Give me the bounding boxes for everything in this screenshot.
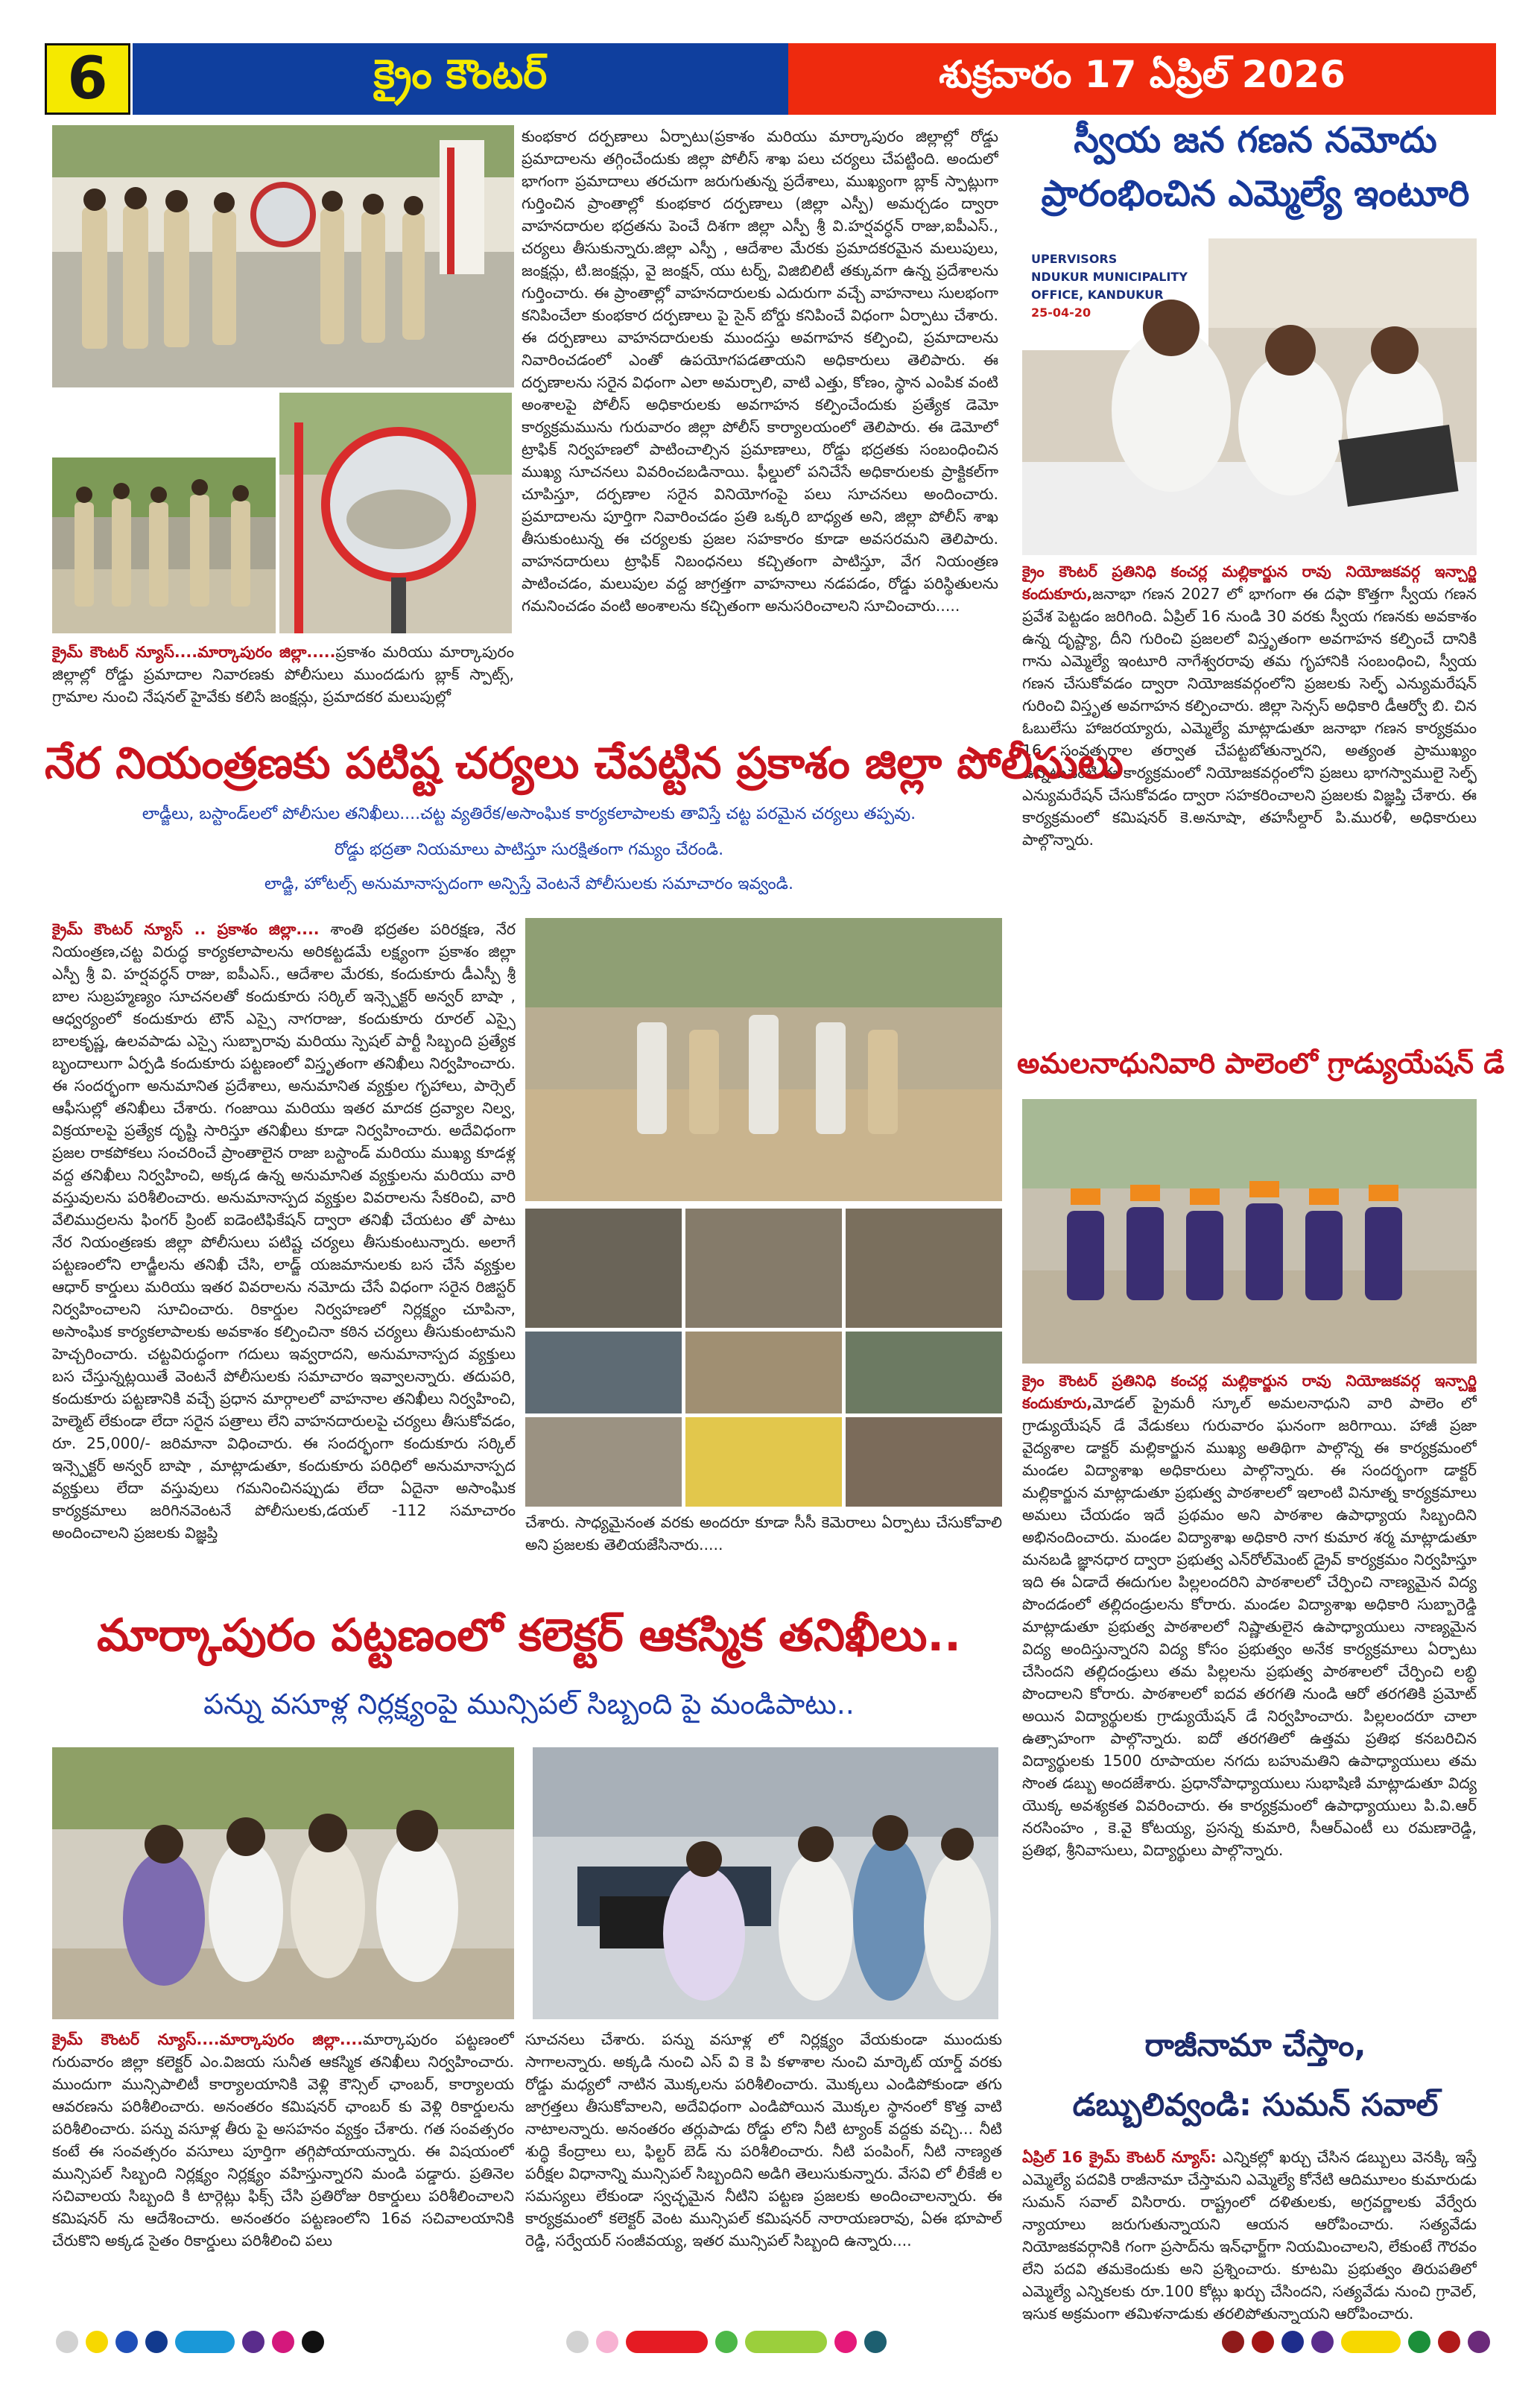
footer-color-marker: [1311, 2331, 1334, 2353]
footer-color-marker: [1222, 2331, 1244, 2353]
convex-mirror-photo: [279, 393, 512, 633]
graduation-text: మోడల్ ప్రైమరీ స్కూల్ అమలనాధుని వారి పాలెం లో గ్రాడ్యుయేషన్ డే వేడుకలు గురువారం ఘనంగా జరిగాయి. హాజీ ప్రజా వైద్యశాల డాక్టర్ మల్లికార్జున ముఖ్య అతిథిగా పాల్గొన్న ఈ కార్యక్రమంలో మండల విద్యాశాఖ అధికారులు పాల్గొన్నారు. ఈ సందర్భంగా డాక్టర్ మల్లికార్జున మాట్లాడుతూ ప్రభుత్వ పాఠశాలలో ఇలాంటి వినూత్న కార్యక్రమాలు అమలు చేయడం ఇదే ప్రథమం అని పాఠశాల ఉపాధ్యాయ సిబ్బందిని అభినందించారు. మండల విద్యాశాఖ అధికారి నాగ కుమార శర్మ మాట్లాడుతూ మనబడి జ్ఞానధార ద్వారా ప్రభుత్వ ఎన్‌రోల్‌మెంట్ డ్రైవ్ కార్యక్రమం నిర్వహిస్తూ ఇది ఈ ఏడాదే ఈదుగుల పిల్లలందరిని పాఠశాలలో చేర్పించి నాణ్యమైన విద్య పొందడంలో తల్లిదండ్రులను కోరారు. మండల విద్యాశాఖ అధికారి సుబ్బారెడ్డి మాట్లాడుతూ ప్రభుత్వ పాఠశాలలో నిష్ణాతులైన ఉపాధ్యాయులు నాణ్యమైన విద్య అందిస్తున్నారని విద్య కోసం ప్రభుత్వం అనేక కార్యక్రమాలు ఏర్పాటు చేసిందని తల్లిదండ్రులు తమ పిల్లలను ప్రభుత్వ పాఠశాలలో చేర్పించి లబ్ధి పొందాలని కోరారు. పాఠశాలలో ఐదవ తరగతి నుండి ఆరో తరగతికి ప్రమోట్ అయిన విద్యార్థులకు గ్రాడ్యుయేషన్ డే నిర్వహించారు. పిల్లలందరూ చాలా ఉత్సాహంగా పాల్గొన్నారు. ఐదో తరగతిలో ఉత్తమ ప్రతిభ కనబరిచిన విద్యార్థులకు 1500 రూపాయల నగదు బహుమతిని ఉపాధ్యాయులు తమ సొంత డబ్బు అందజేశారు. ప్రధానోపాధ్యాయులు సుభాషిణి మాట్లాడుతూ విద్య యొక్క అవశ్యకత వివరించారు. ఈ కార్యక్రమంలో ఉపాధ్యాయులు పి.వి.ఆర్ నరసింహం , కె.వై కోటయ్య, ప్రసన్న కుమారి, సీఆర్ఎంటీ లు రమణారెడ్డి, ప్రతిభ, శ్రీనివాసులు, విద్యార్థులు పాల్గొన్నారు.: [1022, 1394, 1477, 1859]
mirror-demo-photo-left: [52, 458, 276, 633]
census-mla-photo: [1022, 238, 1477, 555]
census-lead: క్రైం కౌంటర్ ప్రతినిధి కంచర్ల మల్లికార్జున రావు నియోజకవర్గ ఇన్చార్జి కందుకూరు,: [1022, 563, 1477, 603]
collector-text-left: మార్కాపురం పట్టణంలో గురువారం జిల్లా కలెక్టర్ ఎం.విజయ సునీత ఆకస్మిక తనిఖీలు నిర్వహించారు. ముందుగా మున్సిపాలిటీ కార్యాలయానికి వెళ్లి కౌన్సిల్ ఛాంబర్, కార్యాలయ ఆవరణను పరిశీలించారు. అనంతరం కమిషనర్ ఛాంబర్ కు వెళ్లి రికార్డులను పరిశీలించారు. పన్ను వసూళ్ల తీరు పై అసహనం వ్యక్తం చేశారు. గత సంవత్సరం కంటే ఈ సంవత్సరం వసూలు పూర్తిగా తగ్గిపోయాయన్నారు. ఈ విషయంలో మున్సిపల్ సిబ్బంది నిర్లక్ష్యం నిర్లక్ష్యం వహిస్తున్నారని మండి పడ్డారు. ప్రతినెల సచివాలయ సిబ్బంది కి టార్గెట్లు ఫిక్స్ చేసి ప్రతిరోజు రికార్డులు పరిశీలించాలని కమిషనర్ ను ఆదేశించారు. అనంతరం పట్టణంలోని 16వ సచివాలయానికి చేరుకొని అక్కడ సైతం రికార్డులు పరిశీలించి పలు: [52, 2030, 514, 2250]
graduation-headline: అమలనాధునివారి పాలెంలో గ్రాడ్యుయేషన్ డే: [1017, 1047, 1505, 1080]
footer-color-bar-left: [56, 2331, 324, 2355]
census-text: జనాభా గణన 2027 లో భాగంగా ఈ దఫా కొత్తగా స్వీయ గణన ప్రవేశ పెట్టడం జరిగింది. ఏప్రిల్ 16 నుండి 30 వరకు స్వీయ గణనకు అవకాశం ఉన్న దృష్ట్యా, దీని గురించి ప్రజలలో విస్తృతంగా అవగాహన కల్పించే దానికి గాను ఎమ్మెల్యే ఇంటూరి నాగేశ్వరరావు తమ గృహానికి సంబంధించి, స్వీయ గణన చేసుకోవడం ద్వారా నియోజకవర్గంలోని ప్రజలకు సెల్ఫ్ ఎన్యుమరేషన్ గురించి విస్తృత అవగాహన కల్పించారు. జిల్లా సెన్సస్ అధికారి డీఆర్వో బి. చిన ఓబులేసు హాజరయ్యారు, ఎమ్మెల్యే మాట్లాడుతూ జనాభా గణన కార్యక్రమం 16 సంవత్సరాల తర్వాత చేపట్టబోతున్నారని, అత్యంత ప్రాముఖ్యం ఉన్నటువంటి ఈ కార్యక్రమంలో నియోజకవర్గంలోని ప్రజలు భాగస్వాములై సెల్ఫ్ ఎన్యుమరేషన్ చేసుకోవడం ద్వారా సహకరించాలని ప్రజలకు విజ్ఞప్తి చేశారు. ఈ కార్యక్రమంలో కమిషనర్ కె.అనూషా, తహసీల్దార్ పి.మురళీ, అధికారులు పాల్గొన్నారు.: [1022, 585, 1477, 849]
census-headline-2: ప్రారంభించిన ఎమ్మెల్యే ఇంటూరి: [1041, 173, 1470, 215]
footer-color-marker: [242, 2331, 264, 2353]
photo-sign-line: OFFICE, KANDUKUR: [1031, 288, 1164, 302]
photo-sign-line: 25-04-20: [1031, 305, 1091, 320]
issue-date: శుక్రవారం 17 ఏప్రిల్ 2026: [788, 43, 1496, 115]
footer-color-marker: [1438, 2331, 1460, 2353]
collector-body-right: సూచనలు చేశారు. పన్ను వసూళ్ల లో నిర్లక్ష్యం వేయకుండా ముందుకు సాగాలన్నారు. అక్కడి నుంచి ఎస్ వి కె పి కళాశాల నుంచి మార్కెట్ యార్డ్ వరకు రోడ్డు మధ్యలో నాటిన మొక్కలను పరిశీలించారు. మొక్కలు ఎండిపోకుండా తగు జాగ్రత్తలు తీసుకోవాలని, అదేవిధంగా ఎండిపోయిన మొక్కల స్థానంలో కొత్త వాటి నాటాలన్నారు. అనంతరం తర్లుపాడు రోడ్డు లోని నీటి ట్యాంక్ వద్దకు వచ్చి... నీటి శుద్ధి కేంద్రాలు లు, ఫిల్టర్ బెడ్ ను పరిశీలించారు. నీటి పంపింగ్, నీటి నాణ్యత పరీక్షల విధానాన్ని మున్సిపల్ సిబ్బందిని అడిగి తెలుసుకున్నారు. వేసవి లో లీకేజీ ల సమస్యలు లేకుండా స్వచ్ఛమైన నీటిని పట్టణ ప్రజలకు అందించాలన్నారు. ఈ కార్యక్రమంలో కలెక్టర్ వెంట మున్సిపల్ కమిషనర్ నారాయణరావు, ఏఈ భూపాల్ రెడ్డి, సర్వేయర్ సంజీవయ్య, ఇతర మున్సిపల్ సిబ్బంది ఉన్నారు....: [525, 2030, 1002, 2250]
story1-body-top: కుంభకార దర్పణాలు ఏర్పాటు(ప్రకాశం మరియు మార్కాపురం జిల్లాల్లో రోడ్డు ప్రమాదాలను తగ్గించేందుకు జిల్లా పోలీస్ శాఖ పలు చర్యలు చేపట్టింది. అందులో భాగంగా ప్రమాదాలు తరచుగా జరుగుతున్న ప్రదేశాలు, ముఖ్యంగా బ్లాక్ స్పాట్లుగా గుర్తించిన ప్రాంతాల్లో కుంభకార దర్పణాలు (జిల్లా ఎస్పీ) అమర్చడం ద్వారా వాహనదారుల భద్రతను పెంచే దిశగా జిల్లా ఎస్పీ శ్రీ వి.హర్షవర్ధన్ రాజు,ఐపీఎస్., చర్యలు తీసుకున్నారు.జిల్లా ఎస్పీ , ఆదేశాల మేరకు ప్రమాదకరమైన మలుపులు, జంక్షన్లు, టి.జంక్షన్లు, వై జంక్షన్, యు టర్న్, విజిబిలిటీ తక్కువగా ఉన్న ప్రదేశాలను గుర్తించారు. ఈ ప్రాంతాల్లో వాహనదారులకు ఎదురుగా వచ్చే వాహనాలు సులభంగా కనిపించేలా కుంభకార దర్పణాలు పై సైన్ బోర్డు కనిపించే విధంగా ఏర్పాటు చేశారు. ఈ దర్పణాలు వాహనదారులకు ముందస్తు అవగాహన కల్పించి, ప్రమాదాలను నివారించడంలో ఎంతో ఉపయోగపడతాయని అధికారులు తెలిపారు. ఈ దర్పణాలను సరైన విధంగా ఎలా అమర్చాలి, వాటి ఎత్తు, కోణం, స్థాన ఎంపిక వంటి అంశాలపై పోలీస్ అధికారులకు అవగాహన కల్పించేందుకు ప్రత్యేక డెమో కార్యక్రమమును గురువారం జిల్లా పోలీస్ కార్యాలయంలో తెలిపారు. ఈ డెమోలో ట్రాఫిక్ నిర్వహణలో పాటించాల్సిన ప్రమాణాలు, రోడ్డు భద్రతకు సంబంధించిన ముఖ్య సూచనలు వివరించబడినాయి. ఫీల్డులో పనిచేసే అధికారులకు ప్రాక్టికల్‌గా చూపిస్తూ, దర్పణాల సరైన వినియోగంపై పలు సూచనలు అందించారు. ప్రమాదాలను పూర్తిగా నివారించడం ప్రతి ఒక్కరి బాధ్యత అని, జిల్లా పోలీస్ శాఖ తీసుకుంటున్న ఈ చర్యలకు ప్రజల సహకారం కూడా అవసరమని తెలిపారు. వాహనదారులు ట్రాఫిక్ నిబంధనలు కచ్చితంగా పాటిస్తూ, వేగ నియంత్రణ పాటించడం, మలుపుల వద్ద జాగ్రత్తగా వాహనాలు నడపడం, రోడ్డు పరిస్థితులను గమనించడం వంటి అంశాలను కచ్చితంగా అనుసరించాలని సూచించారు.....: [522, 127, 998, 615]
footer-color-marker: [864, 2331, 887, 2353]
footer-color-marker: [596, 2331, 618, 2353]
footer-color-marker: [834, 2331, 857, 2353]
graduation-body: [1022, 1370, 1477, 2019]
footer-color-marker: [56, 2331, 78, 2353]
footer-color-marker: [715, 2331, 738, 2353]
census-body: [1022, 560, 1477, 1031]
suman-lead: ఏప్రిల్ 16 క్రైమ్ కౌంటర్ న్యూస్:: [1022, 2148, 1217, 2166]
collector-lead: క్రైమ్ కౌంటర్ న్యూస్....మార్కాపురం జిల్లా....: [52, 2030, 363, 2048]
footer-color-marker: [86, 2331, 108, 2353]
footer-color-marker: [302, 2331, 324, 2353]
footer-color-bar-right: [1222, 2331, 1498, 2355]
collector-headline: మార్కాపురం పట్టణంలో కలెక్టర్ ఆకస్మిక తనిఖీలు..: [97, 1609, 961, 1662]
footer-color-marker: [626, 2331, 708, 2353]
footer-color-marker: [566, 2331, 589, 2353]
graduation-lead: క్రైం కౌంటర్ ప్రతినిధి కంచర్ల మల్లికార్జున రావు నియోజకవర్గ ఇన్చార్జి కందుకూరు,: [1022, 1372, 1477, 1412]
suman-headline-1: రాజీనామా చేస్తాం,: [1144, 2027, 1366, 2063]
footer-color-marker: [145, 2331, 168, 2353]
footer-color-marker: [175, 2331, 235, 2353]
footer-color-marker: [1341, 2331, 1401, 2353]
suman-body: [1022, 2146, 1477, 2403]
crime-control-headline: నేర నియంత్రణకు పటిష్ట చర్యలు చేపట్టిన ప్రకాశం జిల్లా పోలీసులు: [45, 738, 1124, 788]
crime-control-body: [52, 918, 516, 1603]
story1-body-bottom: [52, 641, 514, 708]
collector-photo-right: [533, 1747, 998, 2019]
photo-sign-line: UPERVISORS: [1031, 252, 1118, 266]
census-headline-1: స్వీయ జన గణన నమోదు: [1074, 119, 1437, 161]
police-parade-photo: [52, 125, 514, 387]
collector-subhead: పన్ను వసూళ్ల నిర్లక్ష్యంపై మున్సిపల్ సిబ్బంది పై మండిపాటు..: [203, 1688, 855, 1720]
crime-control-lead: క్రైమ్ కౌంటర్ న్యూస్ .. ప్రకాశం జిల్లా....: [52, 920, 320, 938]
suman-headline-2: డబ్బులివ్వండి: సుమన్ సవాల్: [1072, 2086, 1439, 2123]
story1-text: ప్రకాశం మరియు మార్కాపురం జిల్లాల్లో రోడ్డు ప్రమాదాల నివారణకు పోలీసులు ముందడుగు బ్లాక్ స్పాట్స్, గ్రామాల నుంచి నేషనల్ హైవేకు కలిసే జంక్షన్లు, ప్రమాదకర మలుపుల్లో: [52, 643, 514, 706]
footer-color-marker: [1281, 2331, 1304, 2353]
crime-control-text: శాంతి భద్రతల పరిరక్షణ, నేర నియంత్రణ,చట్ట విరుద్ధ కార్యకలాపాలను అరికట్టడమే లక్ష్యంగా ప్రకాశం జిల్లా ఎస్పీ శ్రీ వి. హర్షవర్ధన్ రాజు, ఐపీఎస్., ఆదేశాల మేరకు, కందుకూరు డీఎస్పీ శ్రీ బాల సుబ్రహ్మణ్యం సూచనలతో కందుకూరు సర్కిల్ ఇన్స్పెక్టర్ అన్వర్ బాషా , ఆధ్వర్యంలో కందుకూరు టౌన్ ఎస్సై నాగరాజు, కందుకూరు రూరల్ ఎస్సై బాలకృష్ణ, ఉలవపాడు ఎస్సై సుబ్బారావు మరియు స్పెషల్ పార్టీ సిబ్బంది ప్రత్యేక బృందాలుగా ఏర్పడి కందుకూరు పట్టణంలో విస్తృతంగా తనిఖీలు నిర్వహించారు. ఈ సందర్భంగా అనుమానిత ప్రదేశాలు, అనుమానిత వ్యక్తుల గృహాలు, పార్సెల్ ఆఫీసుల్లో తనిఖీలు చేశారు. గంజాయి మరియు ఇతర మాదక ద్రవ్యాల నిల్వ, విక్రయాలపై ప్రత్యేక దృష్టి సారిస్తూ తనిఖీలు కూడా నిర్వహించారు. అదేవిధంగా ప్రజల రాకపోకలు సంచరించే ప్రాంతాలైన రాజా బస్టాండ్ మరియు ముఖ్య కూడళ్ల వద్ద తనిఖీలు నిర్వహించి, అక్కడ ఉన్న అనుమానిత వ్యక్తులను మరియు వారి వస్తువులను పరిశీలించారు. అనుమానాస్పద వ్యక్తుల వివరాలను సేకరించి, వారి వేలిముద్రలను ఫింగర్ ప్రింట్ ఐడెంటిఫికేషన్ ద్వారా తనిఖీ చేయటం తో పాటు నేర నియంత్రణకు జిల్లా పోలీసులు పటిష్ట చర్యలు తీసుకుంటున్నారు. అలాగే పట్టణంలోని లాడ్జీలను తనిఖీ చేసి, లాడ్జ్ యజమానులకు బస చేసే వ్యక్తుల ఆధార్ కార్డులు మరియు ఇతర వివరాలను నమోదు చేసే విధంగా సరైన రిజిస్టర్ నిర్వహించాలని సూచించారు. రికార్డుల నిర్వహణలో నిర్లక్ష్యం చూపినా, అసాంఘిక కార్యకలాపాలకు అవకాశం కల్పించినా కఠిన చర్యలు తీసుకుంటామని హెచ్చరించారు. చట్టవిరుద్ధంగా గదులు ఇవ్వరాదని, అనుమానాస్పద వ్యక్తులు బస చేస్తున్నట్లయితే వెంటనే పోలీసులకు సమాచారం ఇవ్వాలన్నారు. తదుపరి, కందుకూరు పట్టణానికి వచ్చే ప్రధాన మార్గాలలో వాహనాల తనిఖీలు నిర్వహించి, హెల్మెట్ లేకుండా లేదా సరైన పత్రాలు లేని వాహనదారులపై చర్యలు తీసుకోవడం, రూ. 25,000/- జరిమానా విధించారు. ఈ సందర్భంగా కందుకూరు సర్కిల్ ఇన్స్పెక్టర్ అన్వర్ బాషా , మాట్లాడుతూ, కందుకూరు పరిధిలో అనుమానాస్పద వ్యక్తులు లేదా వస్తువులు గమనించినప్పుడు లేదా ఏదైనా అసాంఘిక కార్యక్రమాలు జరిగినవెంటనే పోలీసులకు,డయల్ -112 సమాచారం అందించాలని ప్రజలకు విజ్ఞప్తి: [52, 920, 516, 1542]
crime-control-body-end: చేశారు. సాధ్యమైనంత వరకు అందరూ కూడా సీసీ కెమెరాలు ఏర్పాటు చేసుకోవాలి అని ప్రజలకు తెలియజేసినారు.....: [525, 1513, 1002, 1554]
story1-lead: క్రైమ్ కౌంటర్ న్యూస్....మార్కాపురం జిల్లా.....: [52, 643, 336, 661]
collector-photo-left: [52, 1747, 514, 2019]
crime-control-sub-1: లాడ్జీలు, బస్టాండ్‌లలో పోలీసుల తనిఖీలు....చట్ట వ్యతిరేక/అసాంఘిక కార్యకలాపాలకు తావిస్తే చట్ట పరమైన చర్యలు తప్పవు.: [142, 805, 916, 823]
footer-color-marker: [745, 2331, 827, 2353]
footer-color-marker: [1252, 2331, 1274, 2353]
footer-color-marker: [1468, 2331, 1490, 2353]
footer-color-bar-center: [566, 2331, 954, 2355]
graduation-photo: [1022, 1099, 1477, 1364]
footer-color-marker: [272, 2331, 294, 2353]
footer-color-marker: [115, 2331, 138, 2353]
page-number: 6: [45, 43, 130, 115]
suman-text: ఎన్నికల్లో ఖర్చు చేసిన డబ్బులు వెనక్కి ఇస్తే ఎమ్మెల్యే పదవికి రాజీనామా చేస్తామని ఎమ్మెల్యే కోనేటి ఆదిమూలం కుమారుడు సుమన్ సవాల్ విసిరారు. రాష్ట్రంలో దళితులకు, అగ్రవర్ణాలకు వేర్వేరు న్యాయాలు జరుగుతున్నాయని ఆయన ఆరోపించారు. సత్యవేడు నియోజకవర్గానికి గంగా ప్రసాద్‌ను ఇన్‌ఛార్జ్‌గా నియమించాలని, లేకుంటే గౌరవం లేని పదవి తమకెందుకు అని ప్రశ్నించారు. కూటమి ప్రభుత్వం తిరుపతిలో ఎమ్మెల్యే ఎన్నికలకు రూ.100 కోట్లు ఖర్చు చేసిందని, సత్యవేడు నుంచి గ్రావెల్, ఇసుక అక్రమంగా తమిళనాడుకు తరలిపోతున్నాయని ఆరోపించారు.: [1022, 2148, 1477, 2323]
collector-body-left: [52, 2028, 514, 2319]
masthead-title: క్రైం కౌంటర్: [133, 43, 788, 115]
crime-control-sub-2: రోడ్డు భద్రతా నియమాలు పాటిస్తూ సురక్షితంగా గమ్యం చేరండి.: [334, 840, 724, 859]
footer-color-marker: [1408, 2331, 1430, 2353]
police-checking-collage: [525, 918, 1002, 1507]
crime-control-sub-3: లాడ్జి, హోటల్స్ అనుమానాస్పదంగా అన్పిస్తే వెంటనే పోలీసులకు సమాచారం ఇవ్వండి.: [264, 875, 793, 893]
photo-sign-line: NDUKUR MUNICIPALITY: [1031, 270, 1188, 284]
